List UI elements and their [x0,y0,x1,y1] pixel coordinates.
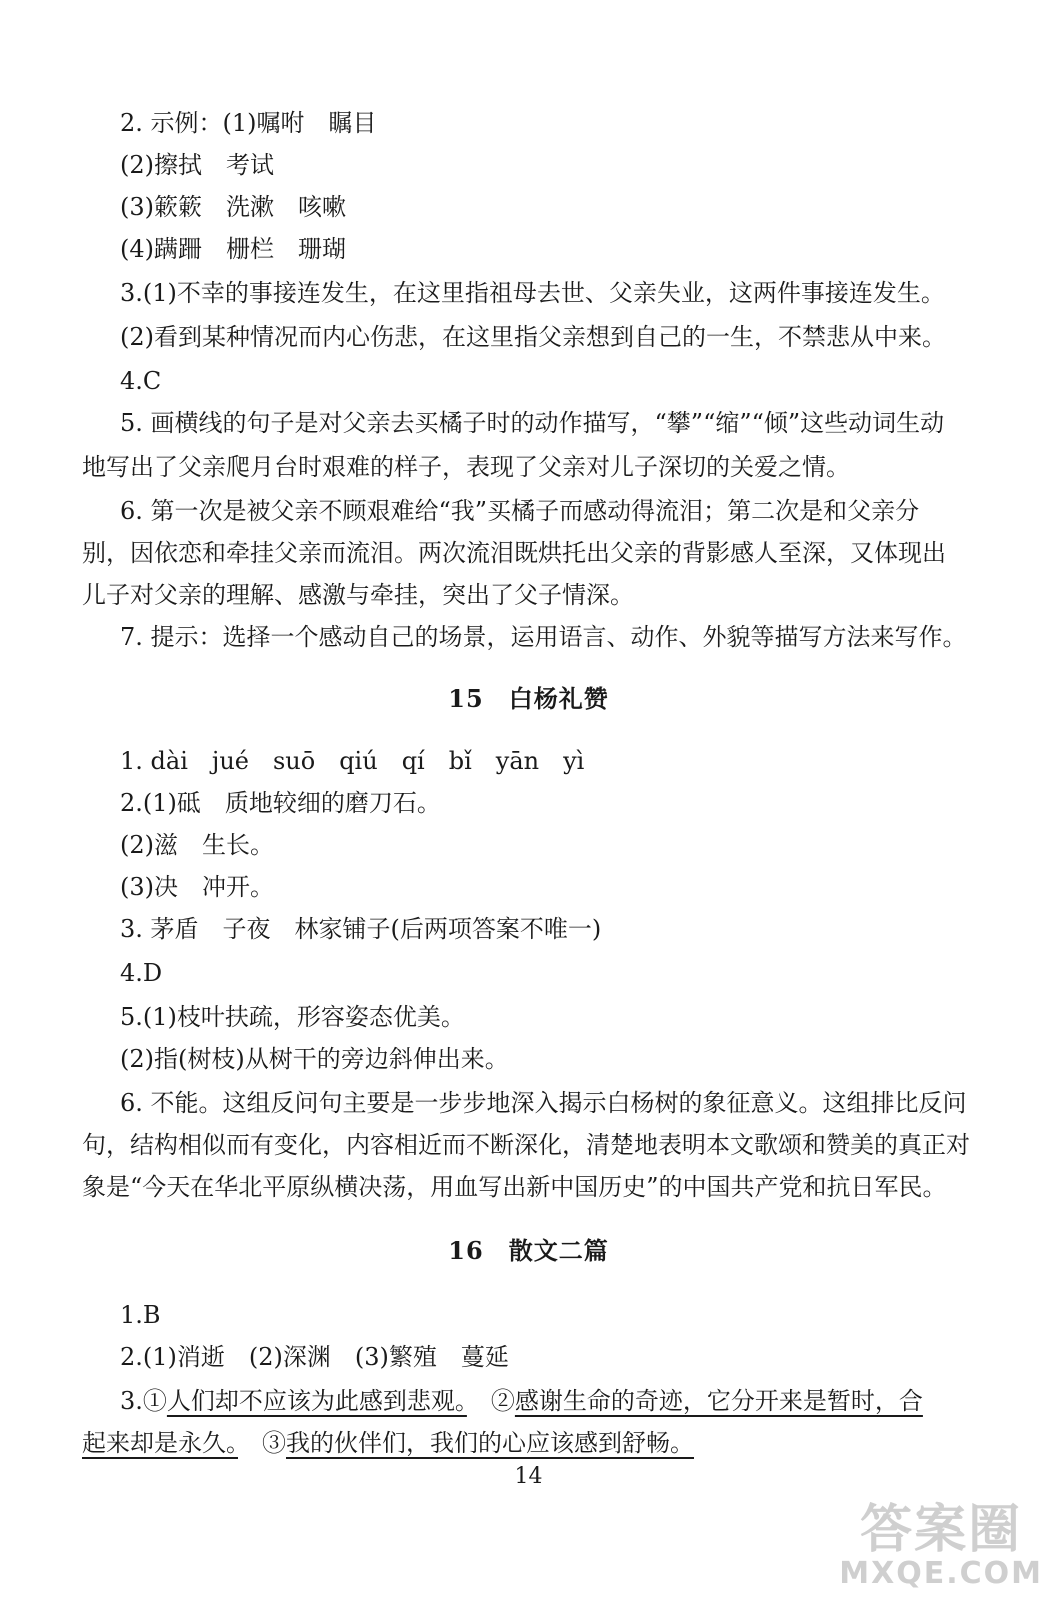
answer-line: (4)蹒跚 栅栏 珊瑚 [120,235,346,263]
answer-line: (2)指(树枝)从树干的旁边斜伸出来。 [120,1045,509,1073]
answer-line: 2. 示例：(1)嘱咐 瞩目 [120,109,377,137]
page-number: 14 [514,1464,543,1489]
answer-line: 6. 不能。这组反问句主要是一步步地深入揭示白杨树的象征意义。这组排比反问 [120,1089,967,1117]
item-marker: 3.① [120,1387,167,1415]
watermark-url: MXQE.COM [839,1556,1043,1591]
answer-line: 5. 画横线的句子是对父亲去买橘子时的动作描写，“攀”“缩”“倾”这些动词生动 [120,409,945,437]
answer-line: 3. 茅盾 子夜 林家铺子(后两项答案不唯一) [120,915,602,943]
answer-line: 3.(1)不幸的事接连发生，在这里指祖母去世、父亲失业，这两件事接连发生。 [120,279,945,307]
answer-line: 4.C [120,367,162,395]
item-marker: ③ [238,1429,286,1457]
underlined-answer: 我的伙伴们，我们的心应该感到舒畅。 [286,1429,694,1457]
answer-line: 2.(1)砥 质地较细的磨刀石。 [120,789,441,817]
underlined-answer: 感谢生命的奇迹，它分开来是暂时，合 [514,1387,923,1415]
answer-line: 7. 提示：选择一个感动自己的场景，运用语言、动作、外貌等描写方法来写作。 [120,623,967,651]
answer-line: 5.(1)枝叶扶疏，形容姿态优美。 [120,1003,465,1031]
watermark-logo [839,1502,1043,1590]
answer-line: 2.(1)消逝 (2)深渊 (3)繁殖 蔓延 [120,1343,509,1371]
answer-line: (2)滋 生长。 [120,831,274,859]
answer-line [120,1384,923,1418]
answer-line: 1. dài jué suō qiú qí bǐ yān yì [120,747,585,775]
answer-line [82,1426,694,1460]
answer-line: 4.D [120,959,163,987]
item-marker: ② [466,1387,515,1415]
answer-line: (2)看到某种情况而内心伤悲，在这里指父亲想到自己的一生，不禁悲从中来。 [120,323,946,351]
underlined-answer: 人们却不应该为此感到悲观。 [166,1387,467,1415]
answer-line: (2)擦拭 考试 [120,151,274,179]
answer-line: 别，因依恋和牵挂父亲而流泪。两次流泪既烘托出父亲的背影感人至深，又体现出 [82,539,946,567]
underlined-answer: 起来却是永久。 [82,1429,238,1457]
answer-line: 1.B [120,1301,161,1329]
section-heading: 15 白杨礼赞 [448,684,609,713]
answer-line: 句，结构相似而有变化，内容相近而不断深化，清楚地表明本文歌颂和赞美的真正对 [82,1131,970,1159]
watermark-title: 答案圈 [860,1500,1023,1560]
answer-line: (3)簌簌 洗漱 咳嗽 [120,193,346,221]
answer-line: 象是“今天在华北平原纵横决荡，用血写出新中国历史”的中国共产党和抗日军民。 [82,1173,947,1201]
answer-line: 儿子对父亲的理解、感激与牵挂，突出了父子情深。 [82,581,634,609]
answer-line: (3)决 冲开。 [120,873,274,901]
answer-line: 地写出了父亲爬月台时艰难的样子，表现了父亲对儿子深切的关爱之情。 [82,453,850,481]
answer-line: 6. 第一次是被父亲不顾艰难给“我”买橘子而感动得流泪；第二次是和父亲分 [120,497,920,525]
section-heading: 16 散文二篇 [448,1236,609,1265]
